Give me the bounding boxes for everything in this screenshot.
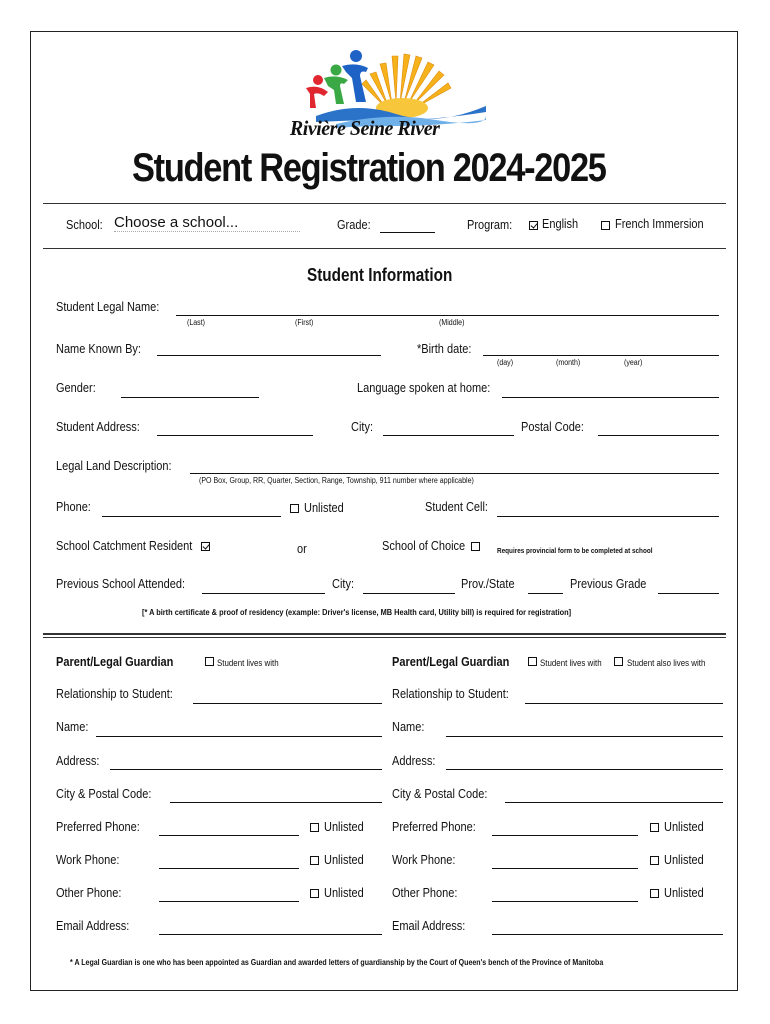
gl-other-label: Other Phone: [56,886,122,900]
program-label: Program: [467,218,513,232]
gl-other-unlisted-checkbox[interactable] [310,889,319,898]
page-title: Student Registration 2024-2025 [132,146,606,190]
gl-city-field[interactable] [170,802,382,803]
gr-preferred-label: Preferred Phone: [392,820,476,834]
gl-relationship-field[interactable] [193,703,382,704]
french-label: French Immersion [615,217,704,231]
grade-label: Grade: [337,218,371,232]
gr-name-field[interactable] [446,736,723,737]
phone-unlisted-checkbox[interactable] [290,504,299,513]
legal-name-field[interactable] [176,315,719,316]
gl-work-label: Work Phone: [56,853,120,867]
city-field[interactable] [383,435,514,436]
legal-name-label: Student Legal Name: [56,300,160,314]
choice-checkbox[interactable] [471,542,480,551]
school-select[interactable]: Choose a school... [114,214,300,232]
gr-preferred-field[interactable] [492,835,638,836]
gr-email-label: Email Address: [392,919,466,933]
gr-work-label: Work Phone: [392,853,456,867]
choice-note: Requires provincial form to be completed at school [497,546,653,555]
prev-school-label: Previous School Attended: [56,577,186,591]
known-by-field[interactable] [157,355,381,356]
french-checkbox[interactable] [601,221,610,230]
school-label: School: [66,218,103,232]
hint-month: (month) [556,358,581,367]
prev-grade-label: Previous Grade [570,577,647,591]
known-by-label: Name Known By: [56,342,141,356]
birth-date-field[interactable] [483,355,719,356]
postal-label: Postal Code: [521,420,584,434]
gender-label: Gender: [56,381,96,395]
cell-field[interactable] [497,516,719,517]
guardian-left-heading: Parent/Legal Guardian [56,655,174,669]
gender-field[interactable] [121,397,259,398]
hint-last: (Last) [187,318,205,327]
guardian-right-heading: Parent/Legal Guardian [392,655,510,669]
prev-city-field[interactable] [363,593,455,594]
prev-city-label: City: [332,577,354,591]
cell-label: Student Cell: [425,500,488,514]
hint-middle: (Middle) [439,318,465,327]
language-label: Language spoken at home: [357,381,491,395]
or-label: or [297,542,307,556]
logo [289,46,496,146]
gr-work-unlisted-label: Unlisted [664,853,704,867]
language-field[interactable] [502,397,719,398]
phone-label: Phone: [56,500,91,514]
gl-name-field[interactable] [96,736,382,737]
gr-address-field[interactable] [446,769,723,770]
gr-address-label: Address: [392,754,436,768]
footer-note: * A Legal Guardian is one who has been appointed as Guardian and awarded letters of guardianship by the Court of Queen's bench of the Province of Manitoba [70,957,604,967]
land-hint: (PO Box, Group, RR, Quarter, Section, Range, Township, 911 number where applicable) [199,476,474,485]
gl-name-label: Name: [56,720,89,734]
gl-address-field[interactable] [110,769,382,770]
gr-other-unlisted-label: Unlisted [664,886,704,900]
gr-email-field[interactable] [492,934,723,935]
gl-address-label: Address: [56,754,100,768]
gl-email-field[interactable] [159,934,382,935]
land-label: Legal Land Description: [56,459,172,473]
gl-work-unlisted-label: Unlisted [324,853,364,867]
guardian-right-also-checkbox[interactable] [614,657,623,666]
gl-preferred-field[interactable] [159,835,299,836]
gr-other-unlisted-checkbox[interactable] [650,889,659,898]
postal-field[interactable] [598,435,719,436]
gr-preferred-unlisted-checkbox[interactable] [650,823,659,832]
gr-work-unlisted-checkbox[interactable] [650,856,659,865]
divider-3b [43,637,726,638]
gl-other-unlisted-label: Unlisted [324,886,364,900]
gr-relationship-label: Relationship to Student: [392,687,509,701]
gr-other-label: Other Phone: [392,886,458,900]
gr-other-field[interactable] [492,901,638,902]
catchment-checkbox[interactable] [201,542,210,551]
gl-email-label: Email Address: [56,919,130,933]
gl-preferred-unlisted-checkbox[interactable] [310,823,319,832]
phone-field[interactable] [102,516,281,517]
divider-top [43,203,726,204]
guardian-right-lives-label: Student lives with [540,658,602,668]
gr-preferred-unlisted-label: Unlisted [664,820,704,834]
hint-first: (First) [295,318,314,327]
prov-field[interactable] [528,593,563,594]
hint-day: (day) [497,358,514,367]
choice-label: School of Choice [382,539,466,553]
prev-grade-field[interactable] [658,593,719,594]
catchment-label: School Catchment Resident [56,539,193,553]
gr-name-label: Name: [392,720,425,734]
birth-cert-note: [* A birth certificate & proof of residency (example: Driver's license, MB Health card, Utility bill) is required for registration] [142,607,572,617]
gl-relationship-label: Relationship to Student: [56,687,173,701]
gr-work-field[interactable] [492,868,638,869]
hint-year: (year) [624,358,643,367]
logo-text: Rivière Seine River [289,116,440,140]
land-field[interactable] [190,473,719,474]
gr-city-field[interactable] [505,802,723,803]
gl-city-label: City & Postal Code: [56,787,152,801]
english-checkbox[interactable] [529,221,538,230]
student-address-label: Student Address: [56,420,140,434]
guardian-left-lives-label: Student lives with [217,658,279,668]
divider-3a [43,633,726,635]
gl-preferred-unlisted-label: Unlisted [324,820,364,834]
student-section-heading: Student Information [307,265,453,285]
student-address-field[interactable] [157,435,313,436]
divider-2 [43,248,726,249]
gr-city-label: City & Postal Code: [392,787,488,801]
prov-label: Prov./State [461,577,515,591]
gl-other-field[interactable] [159,901,299,902]
prev-school-field[interactable] [202,593,325,594]
gl-preferred-label: Preferred Phone: [56,820,140,834]
guardian-right-also-label: Student also lives with [627,658,706,668]
guardian-right-lives-checkbox[interactable] [528,657,537,666]
gl-work-field[interactable] [159,868,299,869]
phone-unlisted-label: Unlisted [304,501,344,515]
birth-date-label: *Birth date: [417,342,472,356]
city-label: City: [351,420,373,434]
grade-field[interactable] [380,232,435,233]
gl-work-unlisted-checkbox[interactable] [310,856,319,865]
guardian-left-lives-checkbox[interactable] [205,657,214,666]
english-label: English [542,217,579,231]
gr-relationship-field[interactable] [525,703,723,704]
